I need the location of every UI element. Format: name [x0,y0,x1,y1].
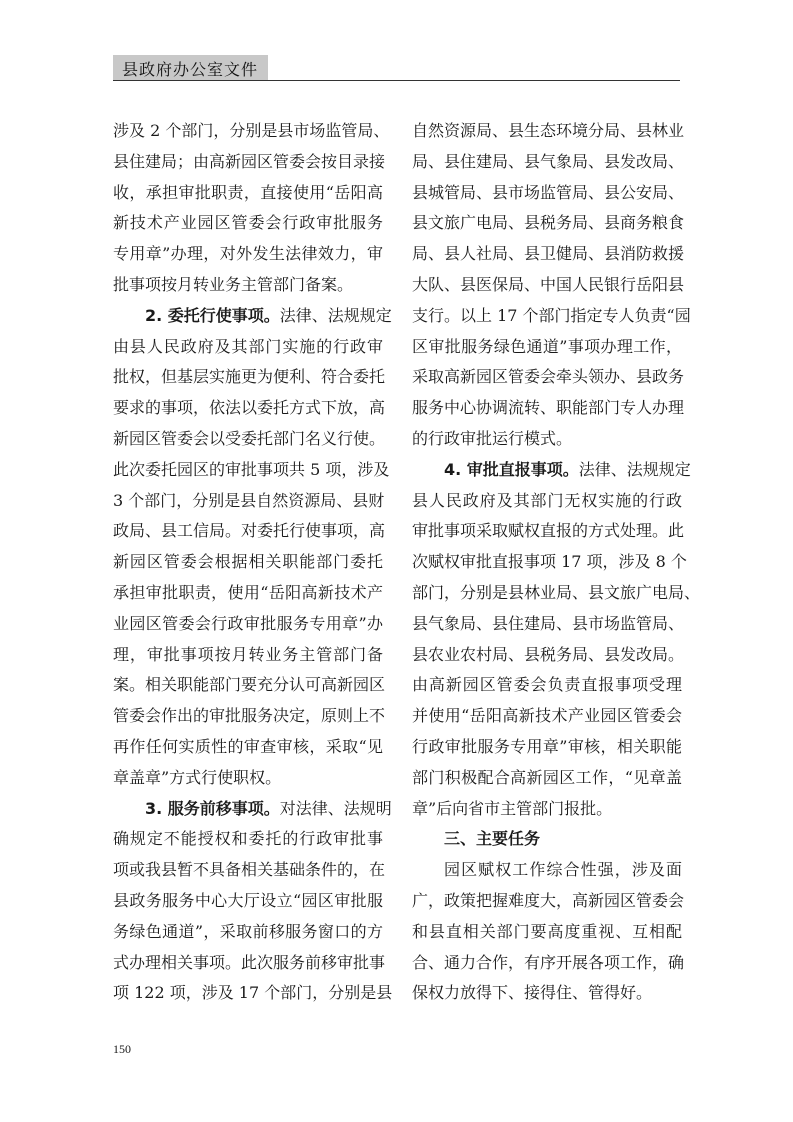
line-text: 法律、法规规定 [578,459,691,479]
line-text: 由高新园区管委会负责直报事项受理 [412,675,682,695]
text-line [113,490,383,521]
line-text: 批权，但基层实施更为便利、符合委托 [113,367,386,387]
text-line [113,736,383,767]
text-line [113,336,383,367]
line-text: 章盖章”方式行使职权。 [113,767,282,787]
line-text: 章”后向省市主管部门报批。 [412,798,613,818]
line-text: 部门积极配合高新园区工作，“见章盖 [412,767,682,787]
text-line [412,644,685,675]
line-text: 收，承担审批职责，直接使用“岳阳高 [113,182,383,202]
line-text: 并使用“岳阳高新技术产业园区管委会 [412,706,682,726]
item-title: 3. 服务前移事项。 [145,798,280,818]
line-text: 局、县人社局、县卫健局、县消防救援 [412,244,685,264]
left-column [113,120,393,1013]
header-rule [113,80,680,81]
line-text: 保权力放得下、接得住、管得好。 [412,983,653,1003]
line-text: 县文旅广电局、县税务局、县商务粮食 [412,213,685,233]
text-line [412,397,685,428]
text-line [113,305,392,336]
text-line [412,151,685,182]
line-text: 3 个部门，分别是县自然资源局、县财 [113,490,385,510]
text-line [412,212,685,243]
text-line [412,674,682,705]
text-line [113,182,383,213]
line-text: 政局、县工信局。对委托行使事项，高 [113,521,386,541]
line-text: 法律、法规规定 [279,305,392,325]
text-line [412,921,682,952]
text-line [412,767,682,798]
line-text: 支行。以上 17 个部门指定专人负责“园 [412,305,691,325]
line-text: 大队、县医保局、中国人民银行岳阳县 [412,274,685,294]
text-line [113,397,386,428]
text-line [113,859,386,890]
text-line [113,520,386,551]
page-number: 150 [113,1042,131,1056]
line-text: 合、通力合作，有序开展各项工作，确 [412,952,685,972]
text-line [412,613,685,644]
line-text: 县政务服务中心大厅设立“园区审批服 [113,890,383,910]
line-text: 由县人民政府及其部门实施的行政审 [113,336,383,356]
text-line [113,921,383,952]
text-line [412,859,682,890]
line-text: 采取高新园区管委会牵头领办、县政务 [412,367,685,387]
text-line [412,982,682,1013]
text-line [412,798,682,829]
line-text: 批事项按月转业务主管部门备案。 [113,274,354,294]
line-text: 自然资源局、县生态环境分局、县林业 [412,121,685,140]
text-line [113,212,383,243]
text-line [113,705,386,736]
line-text: 服务中心协调流转、职能部门专人办理 [412,398,685,418]
text-line [412,705,682,736]
line-text: 涉及 2 个部门，分别是县市场监管局、 [113,121,390,140]
line-text: 案。相关职能部门要充分认可高新园区 [113,675,386,695]
line-text: 次赋权审批直报事项 17 项，涉及 8 个 [412,552,687,572]
text-line [412,520,685,551]
text-line [412,952,685,983]
item-title: 2. 委托行使事项。 [145,305,280,325]
line-text: 三、主要任务 [444,829,541,849]
section-heading [412,828,682,859]
text-line [412,736,682,767]
line-text: 县城管局、县市场监管局、县公安局、 [412,182,685,202]
line-text: 项或我县暂不具备相关基础条件的，在 [113,860,386,880]
line-text: 的行政审批运行模式。 [412,428,573,448]
text-line [412,305,691,336]
text-line [113,952,386,983]
line-text: 式办理相关事项。此次服务前移审批事 [113,952,386,972]
line-text: 再作任何实质性的审查审核，采取“见 [113,736,383,756]
line-text: 要求的事项，依法以委托方式下放，高 [113,398,386,418]
line-text: 和县直相关部门要高度重视、互相配 [412,921,682,941]
line-text: 县住建局；由高新园区管委会按目录接 [113,151,386,171]
line-text: 承担审批职责，使用“岳阳高新技术产 [113,582,383,602]
text-line [412,120,685,151]
text-line [412,428,682,459]
line-text: 县人民政府及其部门无权实施的行政 [412,490,682,510]
text-line [412,551,687,582]
text-line [412,366,685,397]
line-text: 新技术产业园区管委会行政审批服务 [113,213,383,233]
line-text: 新园区管委会以受委托部门名义行使。 [113,428,386,448]
text-line [113,828,383,859]
text-line [412,336,682,367]
text-line [113,551,383,582]
right-column [412,120,701,1013]
line-text: 专用章”办理，对外发生法律效力，审 [113,244,383,264]
text-line [113,428,386,459]
line-text: 审批事项采取赋权直报的方式处理。此 [412,521,685,541]
line-text: 广，政策把握难度大，高新园区管委会 [412,890,685,910]
line-text: 理，审批事项按月转业务主管部门备 [113,644,383,664]
line-text: 区审批服务绿色通道”事项办理工作， [412,336,682,356]
text-line [113,582,383,613]
text-line [113,644,383,675]
text-line [412,243,685,274]
line-text: 务绿色通道”，采取前移服务窗口的方 [113,921,383,941]
text-line [113,982,393,1013]
text-line [113,151,386,182]
text-line [412,182,685,213]
text-line [113,890,383,921]
text-line [113,459,390,490]
text-line [113,120,390,151]
text-line [412,274,685,305]
text-line [412,459,691,490]
text-line [113,366,386,397]
line-text: 确规定不能授权和委托的行政审批事 [113,829,383,849]
line-text: 此次委托园区的审批事项共 5 项，涉及 [113,459,390,479]
text-line [113,243,383,274]
line-text: 对法律、法规明 [279,798,392,818]
text-line [113,767,383,798]
text-line [412,890,685,921]
line-text: 园区赋权工作综合性强，涉及面 [444,860,682,880]
text-line [113,798,392,829]
line-text: 局、县住建局、县气象局、县发改局、 [412,151,685,171]
text-line [412,582,701,613]
line-text: 业园区管委会行政审批服务专用章”办 [113,613,383,633]
text-line [113,674,386,705]
text-line [412,490,682,521]
line-text: 县气象局、县住建局、县市场监管局、 [412,613,685,633]
line-text: 行政审批服务专用章”审核，相关职能 [412,736,682,756]
text-line [113,613,383,644]
line-text: 新园区管委会根据相关职能部门委托 [113,552,383,572]
item-title: 4. 审批直报事项。 [444,459,579,479]
text-line [113,274,383,305]
line-text: 县农业农村局、县税务局、县发改局。 [412,644,685,664]
line-text: 管委会作出的审批服务决定，原则上不 [113,706,386,726]
line-text: 项 122 项，涉及 17 个部门，分别是县 [113,983,393,1003]
line-text: 部门，分别是县林业局、县文旅广电局、 [412,582,701,602]
header-title: 县政府办公室文件 [122,60,259,79]
